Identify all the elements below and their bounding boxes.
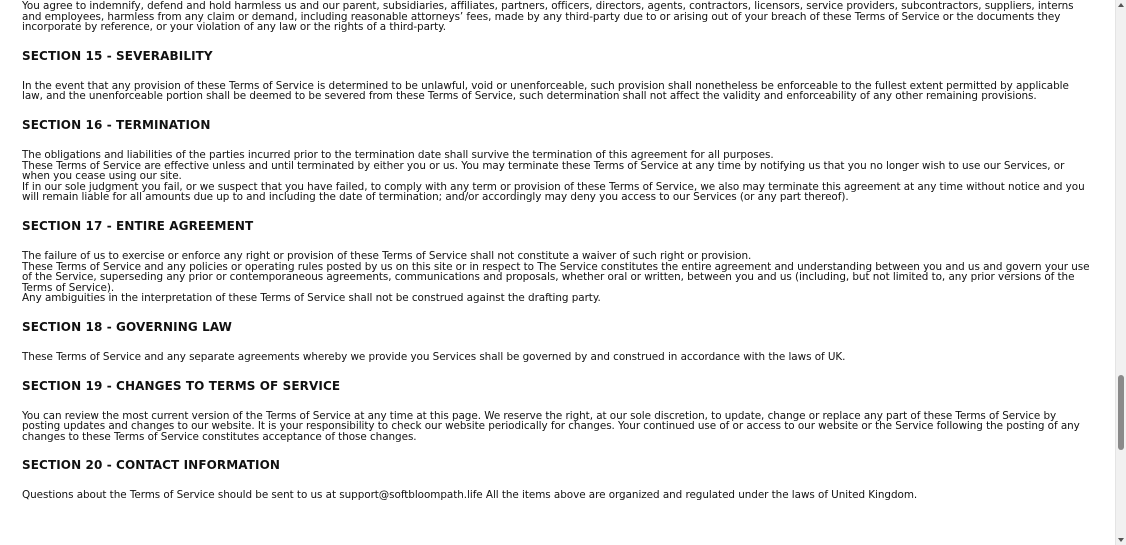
section-17-heading: SECTION 17 - ENTIRE AGREEMENT bbox=[22, 218, 254, 233]
section-16-paragraph: If in our sole judgment you fail, or we suspect that you have failed, to comply with any term or provision of these Terms of Service, we also may terminate this agreement at any time without notice and you will remain liable for all amounts due up to and including the date of termination; and/or accordingly may deny you access to our Services (or any part thereof). bbox=[22, 180, 1085, 204]
section-17-paragraph: The failure of us to exercise or enforce any right or provision of these Terms of Service shall not constitute a waiver of such right or provision. bbox=[22, 249, 752, 262]
terms-content bbox=[22, 1, 1092, 501]
scroll-down-arrow-icon[interactable] bbox=[1118, 538, 1124, 542]
section-16-heading: SECTION 16 - TERMINATION bbox=[22, 117, 211, 132]
section-19-heading: SECTION 19 - CHANGES TO TERMS OF SERVICE bbox=[22, 378, 341, 393]
section-15-heading: SECTION 15 - SEVERABILITY bbox=[22, 48, 213, 63]
section-18-heading: SECTION 18 - GOVERNING LAW bbox=[22, 319, 233, 334]
section-16-paragraph: These Terms of Service are effective unless and until terminated by either you or us. You may terminate these Terms of Service at any time by notifying us that you no longer wish to use our Services, or when you cease using our site. bbox=[22, 159, 1065, 183]
intro-paragraph: You agree to indemnify, defend and hold harmless us and our parent, subsidiaries, affiliates, partners, officers, directors, agents, contractors, licensors, service providers, subcontractors, suppliers, interns and employees, harmless from any claim or demand, including reasonable attorneys’ fees, made by any third-party due to or arising out of your breach of these Terms of Service or the documents they incorporate by reference, or your violation of any law or the rights of a third-party. bbox=[22, 0, 1074, 34]
section-17-paragraph: These Terms of Service and any policies or operating rules posted by us on this site or in respect to The Service constitutes the entire agreement and understanding between you and us and govern your use of the Service, superseding any prior or contemporaneous agreements, communications and proposals, whether oral or written, between you and us (including, but not limited to, any prior versions of the Terms of Service). bbox=[22, 260, 1090, 294]
scroll-up-arrow-icon[interactable] bbox=[1118, 3, 1124, 7]
scrollbar-thumb[interactable] bbox=[1118, 375, 1124, 450]
section-19-paragraph: You can review the most current version of the Terms of Service at any time at this page. We reserve the right, at our sole discretion, to update, change or replace any part of these Terms of Service by posting updates and changes to our website. It is your responsibility to check our website periodically for changes. Your continued use of or access to our website or the Service following the posting of any changes to these Terms of Service constitutes acceptance of those changes. bbox=[22, 409, 1080, 443]
section-15-paragraph: In the event that any provision of these Terms of Service is determined to be unlawful, void or unenforceable, such provision shall nonetheless be enforceable to the fullest extent permitted by applicable law, and the unenforceable portion shall be deemed to be severed from these Terms of Service, such determination shall not affect the validity and enforceability of any other remaining provisions. bbox=[22, 79, 1069, 103]
section-20-paragraph: Questions about the Terms of Service should be sent to us at support@softbloompath.life All the items above are organized and regulated under the laws of United Kingdom. bbox=[22, 489, 918, 502]
section-16-paragraph: The obligations and liabilities of the parties incurred prior to the termination date shall survive the termination of this agreement for all purposes. bbox=[22, 148, 774, 161]
section-17-paragraph: Any ambiguities in the interpretation of these Terms of Service shall not be construed against the drafting party. bbox=[22, 292, 601, 305]
vertical-scrollbar[interactable] bbox=[1115, 0, 1126, 545]
section-20-heading: SECTION 20 - CONTACT INFORMATION bbox=[22, 458, 281, 473]
section-18-paragraph: These Terms of Service and any separate agreements whereby we provide you Services shall be governed by and construed in accordance with the laws of UK. bbox=[22, 350, 846, 363]
